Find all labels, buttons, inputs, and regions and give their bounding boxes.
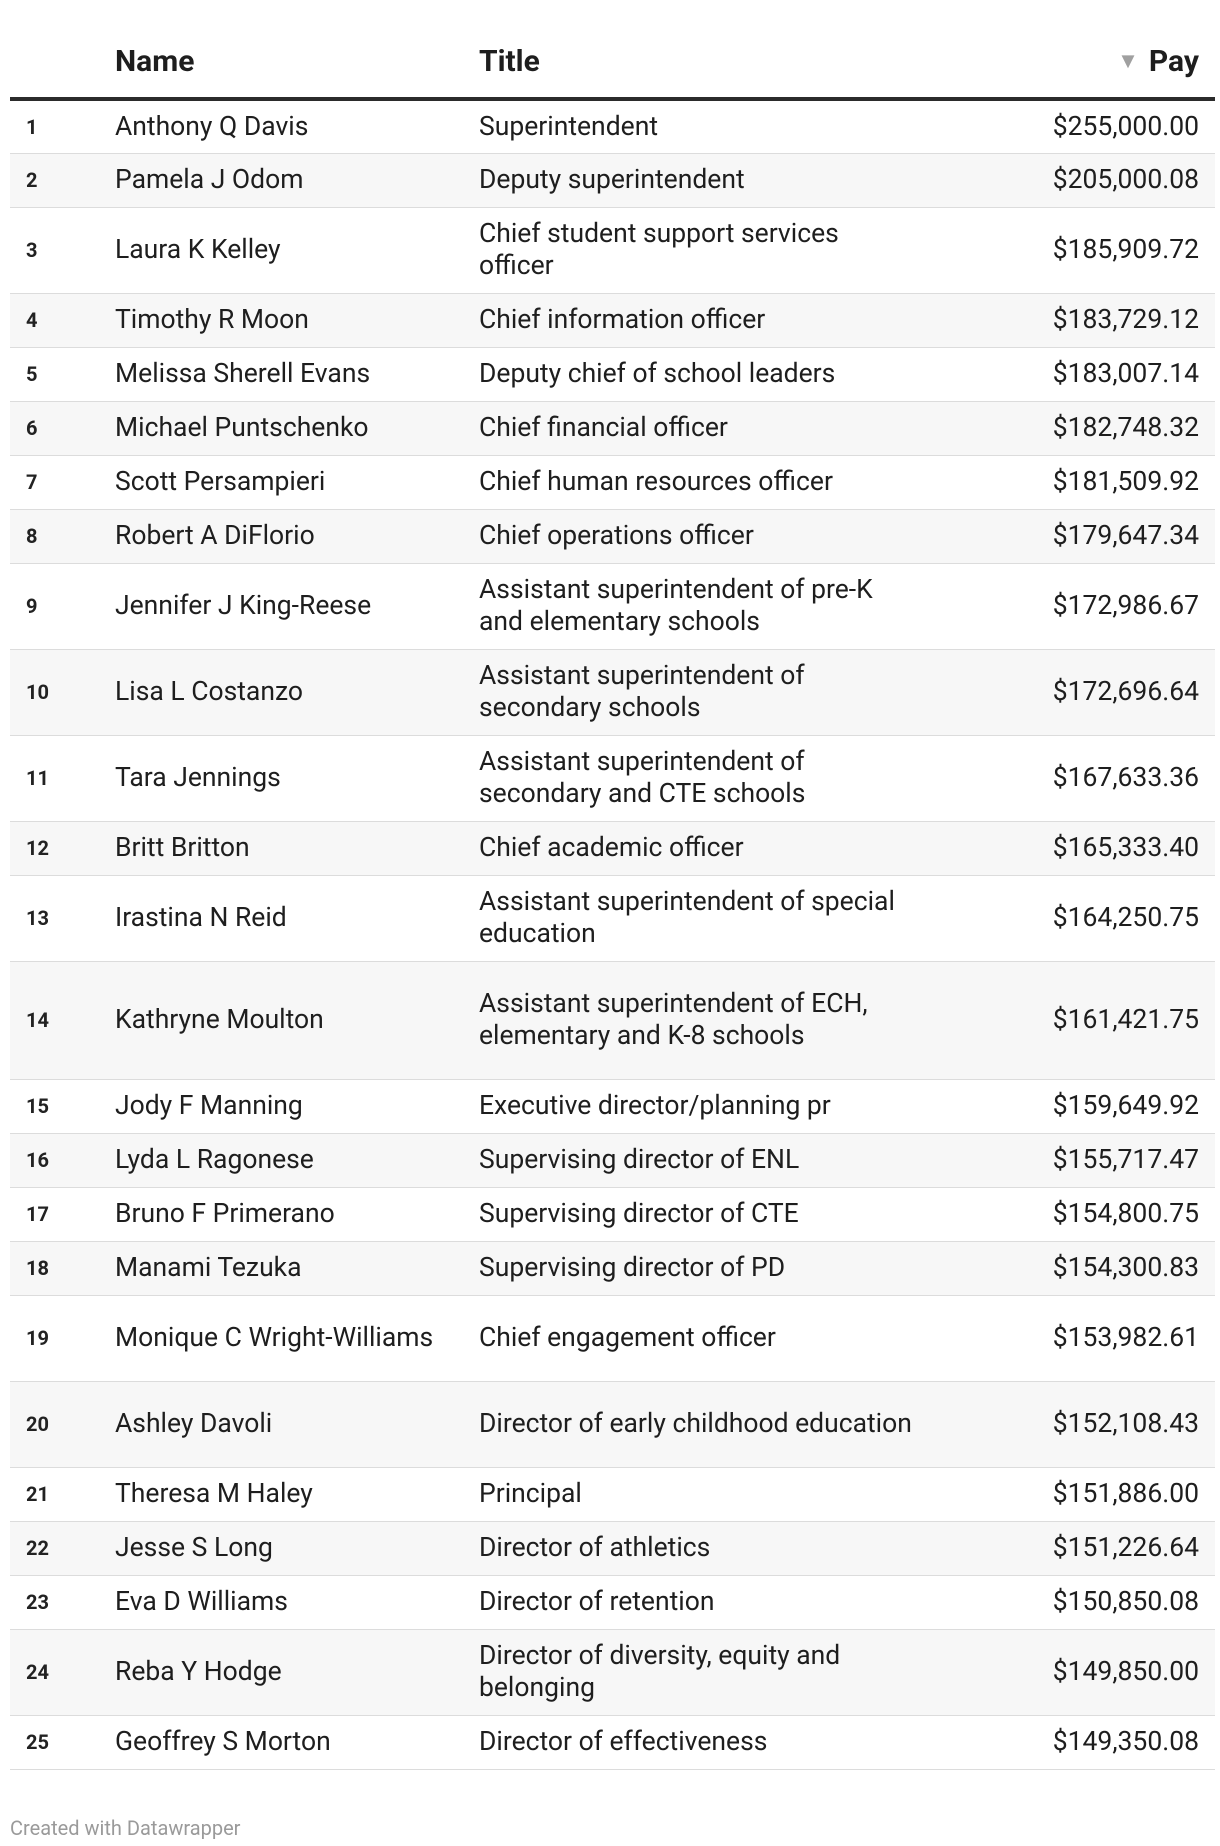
pay-cell: $154,800.75	[1052, 1198, 1199, 1229]
pay-cell: $149,350.08	[1052, 1726, 1199, 1757]
name-cell: Manami Tezuka	[115, 1252, 302, 1283]
table-row	[10, 401, 1215, 455]
title-cell: Chief operations officer	[479, 520, 754, 551]
table-row	[10, 1381, 1215, 1467]
pay-column-header[interactable]	[934, 20, 1215, 99]
table-header-row	[10, 20, 1215, 99]
title-cell: Assistant superintendent of secondary schools	[479, 660, 805, 723]
table-row	[10, 509, 1215, 563]
title-column-header[interactable]: Title	[479, 20, 934, 99]
sort-descending-icon[interactable]: ▼	[1117, 49, 1139, 74]
title-cell: Chief academic officer	[479, 832, 744, 863]
name-cell: Bruno F Primerano	[115, 1198, 335, 1229]
rank-cell: 7	[26, 470, 38, 494]
table-row	[10, 1575, 1215, 1629]
rank-cell: 21	[26, 1482, 49, 1506]
table-row	[10, 1715, 1215, 1769]
rank-cell: 24	[26, 1660, 49, 1684]
pay-cell: $151,886.00	[1052, 1478, 1199, 1509]
pay-cell: $149,850.00	[1052, 1656, 1199, 1687]
name-cell: Lisa L Costanzo	[115, 676, 304, 707]
name-cell: Irastina N Reid	[115, 902, 287, 933]
name-cell: Jody F Manning	[115, 1090, 303, 1121]
pay-cell: $205,000.08	[1052, 164, 1199, 195]
title-cell: Deputy superintendent	[479, 164, 745, 195]
rank-cell: 19	[26, 1326, 49, 1350]
pay-cell: $164,250.75	[1052, 902, 1199, 933]
table-row	[10, 99, 1215, 153]
rank-cell: 20	[26, 1412, 49, 1436]
pay-cell: $167,633.36	[1052, 762, 1199, 793]
table-row	[10, 563, 1215, 649]
title-cell: Supervising director of PD	[479, 1252, 786, 1283]
rank-cell: 18	[26, 1256, 49, 1280]
name-cell: Robert A DiFlorio	[115, 520, 315, 551]
title-cell: Director of athletics	[479, 1532, 711, 1563]
rank-cell: 2	[26, 168, 38, 192]
title-cell: Supervising director of ENL	[479, 1144, 800, 1175]
title-cell: Deputy chief of school leaders	[479, 358, 836, 389]
pay-cell: $159,649.92	[1052, 1090, 1199, 1121]
rank-cell: 9	[26, 594, 38, 618]
title-cell: Assistant superintendent of ECH, elementary and K-8 schools	[479, 988, 868, 1051]
title-cell: Chief engagement officer	[479, 1322, 776, 1353]
table-row	[10, 1241, 1215, 1295]
table-row	[10, 455, 1215, 509]
name-cell: Timothy R Moon	[115, 304, 309, 335]
pay-cell: $255,000.00	[1052, 110, 1199, 142]
rank-cell: 12	[26, 836, 49, 860]
title-cell: Director of early childhood education	[479, 1408, 912, 1439]
pay-cell: $182,748.32	[1052, 412, 1199, 443]
salary-table	[10, 20, 1215, 1770]
rank-cell: 11	[26, 766, 49, 790]
title-cell: Supervising director of CTE	[479, 1198, 799, 1229]
table-row	[10, 1079, 1215, 1133]
pay-cell: $165,333.40	[1052, 832, 1199, 863]
name-cell: Tara Jennings	[115, 762, 281, 793]
title-cell: Chief student support services officer	[479, 218, 839, 281]
title-cell: Executive director/planning pr	[479, 1090, 831, 1121]
rank-cell: 22	[26, 1536, 49, 1560]
rank-cell: 3	[26, 238, 38, 262]
name-cell: Jesse S Long	[115, 1532, 273, 1563]
pay-cell: $161,421.75	[1052, 1004, 1199, 1035]
name-column-header[interactable]: Name	[115, 20, 479, 99]
title-cell: Chief human resources officer	[479, 466, 833, 497]
table-row	[10, 1467, 1215, 1521]
table-row	[10, 649, 1215, 735]
rank-column-header	[10, 20, 115, 99]
name-cell: Anthony Q Davis	[115, 110, 309, 142]
pay-cell: $150,850.08	[1052, 1586, 1199, 1617]
name-cell: Kathryne Moulton	[115, 1004, 324, 1035]
pay-cell: $151,226.64	[1052, 1532, 1199, 1563]
rank-cell: 6	[26, 416, 38, 440]
name-cell: Pamela J Odom	[115, 164, 304, 195]
title-cell: Assistant superintendent of pre-K and elementary schools	[479, 574, 873, 637]
rank-cell: 25	[26, 1730, 49, 1754]
rank-cell: 17	[26, 1202, 49, 1226]
rank-cell: 14	[26, 1008, 49, 1032]
table-row	[10, 875, 1215, 961]
title-cell: Superintendent	[479, 110, 658, 142]
name-cell: Lyda L Ragonese	[115, 1144, 314, 1175]
table-body	[10, 99, 1215, 1769]
title-cell: Chief information officer	[479, 304, 766, 335]
title-cell: Chief financial officer	[479, 412, 728, 443]
name-cell: Theresa M Haley	[115, 1478, 313, 1509]
title-cell: Assistant superintendent of secondary and CTE schools	[479, 746, 806, 809]
pay-cell: $152,108.43	[1052, 1408, 1199, 1439]
rank-cell: 16	[26, 1148, 49, 1172]
title-cell: Principal	[479, 1478, 582, 1509]
rank-cell: 1	[26, 114, 38, 139]
salary-table-container	[10, 20, 1215, 1770]
pay-column-label: Pay	[1148, 44, 1199, 79]
pay-cell: $185,909.72	[1052, 234, 1199, 265]
rank-cell: 5	[26, 362, 38, 386]
table-row	[10, 347, 1215, 401]
rank-cell: 4	[26, 308, 38, 332]
table-row	[10, 821, 1215, 875]
table-row	[10, 1295, 1215, 1381]
pay-cell: $172,696.64	[1052, 676, 1199, 707]
name-cell: Reba Y Hodge	[115, 1656, 282, 1687]
rank-cell: 23	[26, 1590, 49, 1614]
rank-cell: 10	[26, 680, 49, 704]
name-cell: Melissa Sherell Evans	[115, 358, 371, 389]
table-row	[10, 207, 1215, 293]
name-cell: Britt Britton	[115, 832, 250, 863]
name-cell: Jennifer J King-Reese	[115, 590, 372, 621]
name-cell: Michael Puntschenko	[115, 412, 369, 443]
rank-cell: 8	[26, 524, 38, 548]
pay-cell: $154,300.83	[1052, 1252, 1199, 1283]
rank-cell: 15	[26, 1094, 49, 1118]
name-cell: Geoffrey S Morton	[115, 1726, 331, 1757]
table-row	[10, 1629, 1215, 1715]
name-cell: Eva D Williams	[115, 1586, 288, 1617]
table-row	[10, 293, 1215, 347]
title-cell: Director of diversity, equity and belonging	[479, 1640, 841, 1703]
pay-cell: $181,509.92	[1052, 466, 1199, 497]
pay-cell: $155,717.47	[1052, 1144, 1199, 1175]
rank-cell: 13	[26, 906, 49, 930]
table-row	[10, 1133, 1215, 1187]
title-cell: Director of effectiveness	[479, 1726, 768, 1757]
pay-cell: $172,986.67	[1052, 590, 1199, 621]
table-row	[10, 735, 1215, 821]
title-cell: Director of retention	[479, 1586, 715, 1617]
name-cell: Scott Persampieri	[115, 466, 326, 497]
name-cell: Ashley Davoli	[115, 1408, 273, 1439]
pay-cell: $153,982.61	[1052, 1322, 1199, 1353]
table-row	[10, 961, 1215, 1079]
name-cell: Monique C Wright-Williams	[115, 1322, 434, 1353]
pay-cell: $183,007.14	[1052, 358, 1199, 389]
table-row	[10, 153, 1215, 207]
table-row	[10, 1521, 1215, 1575]
pay-cell: $183,729.12	[1052, 304, 1199, 335]
name-cell: Laura K Kelley	[115, 234, 281, 265]
pay-cell: $179,647.34	[1052, 520, 1199, 551]
title-cell: Assistant superintendent of special education	[479, 886, 895, 949]
datawrapper-credit: Created with Datawrapper	[10, 1816, 241, 1840]
table-row	[10, 1187, 1215, 1241]
